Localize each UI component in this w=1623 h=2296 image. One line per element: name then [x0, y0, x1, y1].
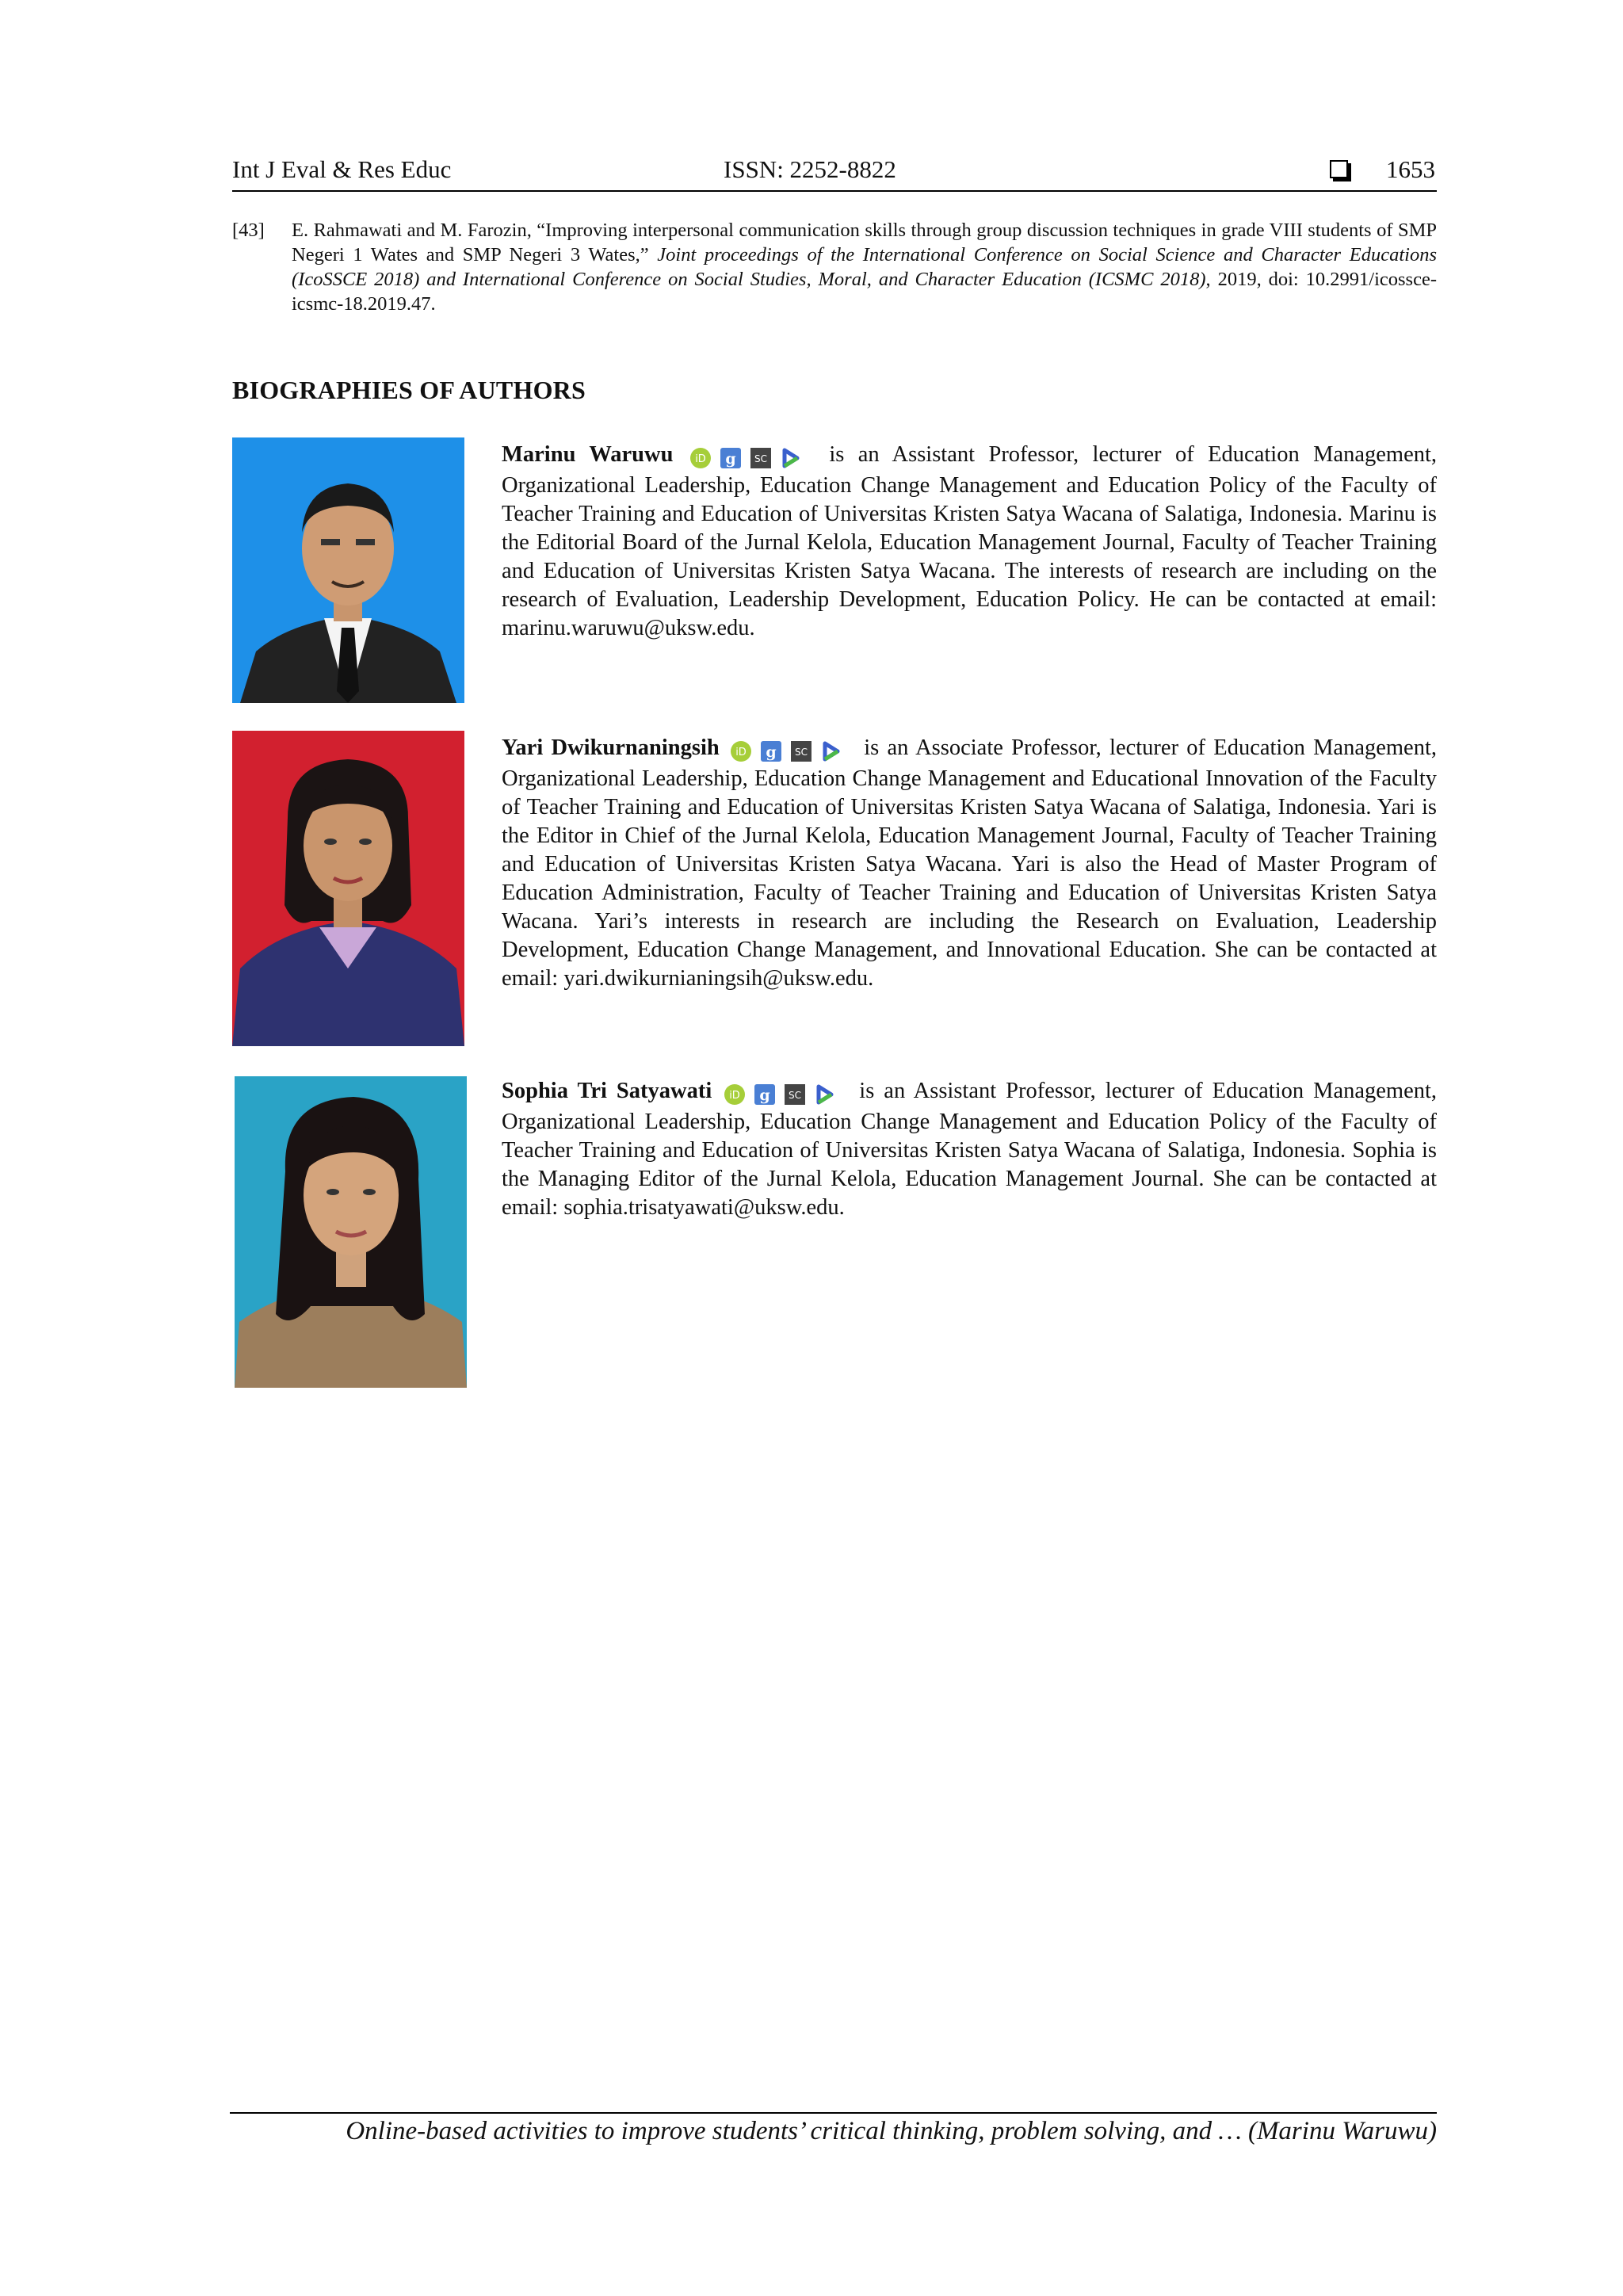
reference-number: [43]: [232, 220, 265, 241]
google-scholar-icon[interactable]: [761, 741, 781, 762]
reference-item: [232, 218, 1437, 316]
author-bio-text: [502, 441, 1437, 643]
svg-text:g: g: [759, 1087, 770, 1105]
publons-icon[interactable]: [821, 741, 842, 762]
svg-text:iD: iD: [729, 1090, 741, 1102]
orcid-icon[interactable]: [731, 741, 751, 762]
author-photo: [232, 731, 464, 1046]
section-title: BIOGRAPHIES OF AUTHORS: [232, 376, 586, 404]
author-photo: [232, 437, 464, 703]
orcid-icon[interactable]: [690, 448, 711, 468]
svg-text:iD: iD: [695, 453, 706, 466]
svg-text:SC: SC: [789, 1090, 802, 1102]
scopus-icon[interactable]: [791, 741, 812, 762]
author-photo: [235, 1076, 467, 1388]
author-bio-body: is an Associate Professor, lecturer of Education Management, Organizational Leadership, Education Change Management and Educational Innovation of the Faculty of Teacher Training and Education of Universitas Kristen Satya Wacana of Salatiga, Indonesia. Yari is the Editor in Chief of the Jurnal Kelola, Education Management Journal, Faculty of Teacher Training and Education of Universitas Kristen Satya Wacana. Yari is also the Head of Master Program of Education Administration, Faculty of Teacher Training and Education of Universitas Kristen Satya Wacana. Yari’s interests in research are including the Research on Evaluation, Leadership Development, Education Change Management, and Innovational Education. She can be contacted at email: yari.dwikurnianingsih@uksw.edu.: [502, 735, 1437, 991]
reference-venue: Joint proceedings of the International Conference on Social Science and Character Educations (IcoSSCE 2018) and International Conference on Social Studies, Moral, and Character Education (ICSMC 2018): [292, 244, 1437, 290]
orcid-icon[interactable]: [724, 1084, 745, 1105]
page-number: 1653: [1386, 155, 1435, 183]
author-bio-body: is an Assistant Professor, lecturer of Education Management, Organizational Leadership, Education Change Management and Education Policy of the Faculty of Teacher Training and Education of Universitas Kristen Satya Wacana of Salatiga, Indonesia. Sophia is the Managing Editor of the Jurnal Kelola, Education Management Journal. She can be contacted at email: sophia.trisatyawati@uksw.edu.: [502, 1079, 1438, 1220]
page-header: [232, 155, 1437, 192]
publons-icon[interactable]: [815, 1084, 835, 1105]
google-scholar-icon[interactable]: [720, 448, 741, 468]
author-bio-body: is an Assistant Professor, lecturer of Education Management, Organizational Leadership, Education Change Management and Education Policy of the Faculty of Teacher Training and Education of Universitas Kristen Satya Wacana of Salatiga, Indonesia. Marinu is the Editorial Board of the Jurnal Kelola, Education Management Journal, Faculty of Teacher Training and Education of Universitas Kristen Satya Wacana. The interests of research are including on the research of Evaluation, Leadership Development, Education Policy. He can be contacted at email: marinu.waruwu@uksw.edu.: [502, 442, 1438, 640]
reference-text: [292, 218, 1437, 316]
author-name: Yari Dwikurnaningsih: [502, 735, 720, 760]
reference-authors-title: E. Rahmawati and M. Farozin, “Improving interpersonal communication skills through group discussion techniques in grade VIII students of SMP Negeri 1 Wates and SMP Negeri 3 Wates,”: [292, 220, 1437, 266]
author-profile-icons: [690, 443, 811, 472]
svg-text:SC: SC: [754, 453, 767, 465]
scopus-icon[interactable]: [750, 448, 771, 468]
publons-icon[interactable]: [781, 448, 801, 468]
author-profile-icons: [731, 736, 851, 765]
author-name: Marinu Waruwu: [502, 442, 674, 467]
reference-doi[interactable]: , 2019, doi: 10.2991/icossce-icsmc-18.2019.47.: [292, 269, 1437, 315]
google-scholar-icon[interactable]: [754, 1084, 775, 1105]
scopus-icon[interactable]: [785, 1084, 805, 1105]
author-name: Sophia Tri Satyawati: [502, 1079, 712, 1103]
svg-text:iD: iD: [735, 747, 747, 759]
author-bio-text: [502, 1077, 1437, 1222]
svg-text:g: g: [766, 743, 777, 762]
svg-text:g: g: [725, 450, 736, 468]
svg-text:SC: SC: [795, 747, 808, 758]
box-icon: [1330, 160, 1348, 178]
issn: ISSN: 2252-8822: [724, 155, 896, 183]
author-bio-text: [502, 734, 1437, 993]
journal-name: Int J Eval & Res Educ: [232, 155, 452, 183]
author-profile-icons: [724, 1079, 845, 1108]
page-footer: Online-based activities to improve students’ critical thinking, problem solving, and … (Marinu Waruwu): [230, 2112, 1437, 2146]
